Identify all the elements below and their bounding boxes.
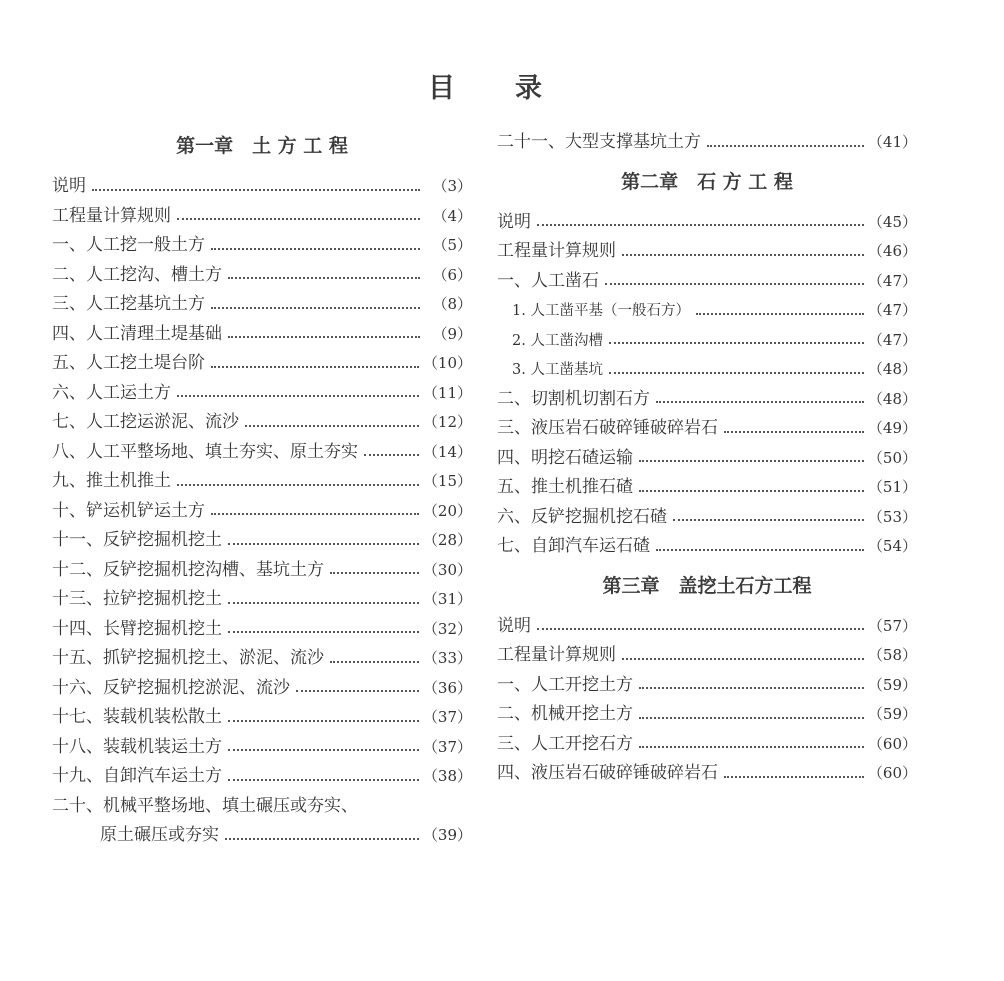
- dot-leader: [92, 189, 420, 191]
- dot-leader: [245, 425, 419, 427]
- toc-entry-page: （6）: [432, 265, 472, 284]
- dot-leader: [211, 513, 419, 515]
- dot-leader: [622, 658, 864, 660]
- chapter-1-entries-continued: [497, 128, 917, 158]
- toc-entry-page: （49）: [867, 419, 917, 437]
- toc-entry-label: 十四、长臂挖掘机挖土: [52, 618, 222, 639]
- toc-entry[interactable]: [52, 202, 472, 232]
- toc-entry-page: （36）: [422, 678, 472, 697]
- dot-leader: [228, 336, 420, 338]
- dot-leader: [228, 749, 419, 751]
- toc-entry[interactable]: [497, 730, 917, 760]
- dot-leader: [177, 484, 419, 486]
- toc-entry[interactable]: [497, 385, 917, 415]
- toc-entry-label: 二十一、大型支撑基坑土方: [497, 132, 701, 152]
- dot-leader: [177, 395, 419, 397]
- page-title: [0, 66, 970, 105]
- chapter-1-heading: 第一章 土 方 工 程: [176, 135, 348, 157]
- dot-leader: [639, 460, 864, 462]
- toc-entry[interactable]: [497, 128, 917, 158]
- toc-entry-page: （38）: [422, 767, 472, 785]
- toc-entry-page: （59）: [867, 675, 917, 694]
- toc-entry[interactable]: [52, 320, 472, 350]
- chapter-2-entries: [497, 208, 917, 562]
- toc-entry[interactable]: [52, 497, 472, 527]
- dot-leader: [228, 720, 419, 722]
- toc-entry-page: （46）: [867, 242, 917, 260]
- dot-leader: [639, 746, 864, 748]
- toc-entry-page: （20）: [422, 501, 472, 520]
- toc-entry-label: 一、人工凿石: [497, 270, 599, 291]
- toc-entry[interactable]: [497, 444, 917, 474]
- dot-leader: [673, 519, 864, 521]
- toc-entry-page: （58）: [867, 646, 917, 664]
- dot-leader: [656, 401, 864, 403]
- toc-entry-page: （30）: [422, 560, 472, 579]
- toc-entry-page: （8）: [432, 295, 472, 313]
- toc-entry-label: 七、人工挖运淤泥、流沙: [52, 412, 239, 432]
- toc-entry-label: 二、切割机切割石方: [497, 388, 650, 409]
- dot-leader: [296, 690, 419, 692]
- toc-entry[interactable]: [497, 641, 917, 671]
- toc-entry-page: （33）: [422, 649, 472, 667]
- toc-entry-label: 九、推土机推土: [52, 471, 171, 491]
- toc-entry-page: （28）: [422, 531, 472, 549]
- toc-entry[interactable]: [497, 267, 917, 297]
- toc-entry-label: 说明: [497, 615, 531, 636]
- toc-entry-page: （37）: [422, 737, 472, 756]
- toc-entry[interactable]: [52, 792, 472, 822]
- toc-entry[interactable]: [52, 703, 472, 733]
- dot-leader: [364, 454, 419, 456]
- toc-entry[interactable]: [52, 644, 472, 674]
- dot-leader: [228, 602, 419, 604]
- toc-entry[interactable]: [497, 473, 917, 503]
- toc-entry-label: 十六、反铲挖掘机挖淤泥、流沙: [52, 677, 290, 698]
- dot-leader: [330, 572, 419, 574]
- toc-entry-page: （53）: [867, 507, 917, 526]
- toc-entry-page: （15）: [422, 472, 472, 490]
- toc-entry-label: 四、人工清理土堤基础: [52, 323, 222, 344]
- toc-entry-label: 十三、拉铲挖掘机挖土: [52, 589, 222, 609]
- toc-entry-label: 十九、自卸汽车运土方: [52, 766, 222, 786]
- toc-entry-label: 三、人工挖基坑土方: [52, 294, 205, 314]
- toc-entry[interactable]: [52, 261, 472, 291]
- toc-subentry[interactable]: [497, 355, 917, 385]
- title-char-2: 录: [515, 73, 542, 104]
- toc-entry-page: （47）: [867, 271, 917, 290]
- toc-entry-page: （4）: [432, 206, 472, 225]
- toc-entry-label: 四、液压岩石破碎锤破碎岩石: [497, 763, 718, 783]
- toc-entry[interactable]: [497, 700, 917, 730]
- dot-leader: [177, 218, 420, 220]
- toc-entry-continuation[interactable]: [52, 821, 472, 851]
- toc-entry[interactable]: [497, 759, 917, 789]
- toc-entry-label: 三、液压岩石破碎锤破碎岩石: [497, 418, 718, 438]
- dot-leader: [724, 431, 864, 433]
- toc-entry-label: 一、人工开挖土方: [497, 674, 633, 695]
- dot-leader: [639, 717, 864, 719]
- toc-left-column: [52, 128, 472, 851]
- toc-entry-label: 原土碾压或夯实: [100, 825, 219, 845]
- toc-entry[interactable]: [52, 438, 472, 468]
- toc-entry-label: 说明: [497, 211, 531, 232]
- dot-leader: [228, 277, 420, 279]
- chapter-3-entries: [497, 612, 917, 789]
- toc-entry-page: （5）: [432, 236, 472, 254]
- toc-entry[interactable]: [52, 526, 472, 556]
- toc-entry[interactable]: [52, 762, 472, 792]
- toc-entry-page: （39）: [422, 826, 472, 844]
- toc-entry-label: 六、反铲挖掘机挖石碴: [497, 506, 667, 527]
- toc-entry[interactable]: [52, 674, 472, 704]
- toc-entry-label: 六、人工运土方: [52, 382, 171, 403]
- toc-entry-page: （9）: [432, 324, 472, 343]
- chapter-1-entries: [52, 172, 472, 851]
- toc-entry[interactable]: [52, 556, 472, 586]
- toc-entry-label: 3. 人工凿基坑: [512, 362, 603, 378]
- toc-entry-label: 十七、装载机装松散土: [52, 707, 222, 727]
- toc-entry[interactable]: [52, 733, 472, 763]
- toc-entry-page: （37）: [422, 708, 472, 726]
- toc-entry-page: （50）: [867, 448, 917, 467]
- toc-entry[interactable]: [497, 612, 917, 642]
- dot-leader: [656, 549, 864, 551]
- toc-entry-page: （41）: [867, 133, 917, 151]
- dot-leader: [622, 254, 864, 256]
- toc-entry[interactable]: [52, 349, 472, 379]
- toc-entry-label: 二、人工挖沟、槽土方: [52, 264, 222, 285]
- toc-entry-label: 2. 人工凿沟槽: [512, 332, 603, 349]
- toc-entry[interactable]: [52, 467, 472, 497]
- toc-right-column: [497, 128, 917, 789]
- toc-entry-page: （14）: [422, 442, 472, 461]
- toc-entry-label: 三、人工开挖石方: [497, 733, 633, 754]
- toc-entry-page: （60）: [867, 734, 917, 753]
- toc-entry-page: （60）: [867, 764, 917, 782]
- toc-entry-label: 工程量计算规则: [52, 205, 171, 226]
- dot-leader: [605, 283, 864, 285]
- toc-entry-label: 二、机械开挖土方: [497, 704, 633, 724]
- toc-entry-label: 十五、抓铲挖掘机挖土、淤泥、流沙: [52, 648, 324, 668]
- chapter-3-heading: 第三章 盖挖土石方工程: [602, 574, 812, 597]
- toc-entry-page: （31）: [422, 590, 472, 608]
- toc-entry-label: 十一、反铲挖掘机挖土: [52, 530, 222, 550]
- toc-subentry[interactable]: [497, 296, 917, 326]
- dot-leader: [228, 779, 419, 781]
- toc-subentry[interactable]: [497, 326, 917, 356]
- toc-entry-label: 五、人工挖土堤台阶: [52, 353, 205, 373]
- toc-entry-page: （32）: [422, 619, 472, 638]
- dot-leader: [211, 366, 419, 368]
- toc-entry[interactable]: [497, 532, 917, 562]
- toc-entry[interactable]: [52, 379, 472, 409]
- toc-entry[interactable]: [497, 671, 917, 701]
- toc-entry-page: （10）: [422, 354, 472, 372]
- toc-entry-label: 七、自卸汽车运石碴: [497, 536, 650, 556]
- toc-entry-label: 十二、反铲挖掘机挖沟槽、基坑土方: [52, 559, 324, 580]
- toc-entry[interactable]: [497, 237, 917, 267]
- toc-entry-label: 二十、机械平整场地、填土碾压或夯实、: [52, 795, 358, 816]
- chapter-2-heading: 第二章 石 方 工 程: [621, 170, 793, 193]
- toc-entry-page: （47）: [867, 301, 917, 319]
- toc-entry-page: （54）: [867, 537, 917, 555]
- toc-entry-page: （51）: [867, 478, 917, 496]
- toc-entry-label: 八、人工平整场地、填土夯实、原土夯实: [52, 441, 358, 462]
- toc-entry[interactable]: [52, 615, 472, 645]
- toc-entry-page: （3）: [432, 177, 472, 195]
- toc-entry-label: 工程量计算规则: [497, 645, 616, 665]
- toc-entry-page: （59）: [867, 705, 917, 723]
- toc-entry[interactable]: [52, 231, 472, 261]
- dot-leader: [228, 543, 419, 545]
- toc-entry[interactable]: [52, 172, 472, 202]
- toc-entry-label: 五、推土机推石碴: [497, 477, 633, 497]
- dot-leader: [537, 224, 864, 226]
- toc-entry-label: 十、铲运机铲运土方: [52, 500, 205, 521]
- dot-leader: [609, 342, 864, 344]
- toc-entry-label: 一、人工挖一般土方: [52, 235, 205, 255]
- toc-entry-label: 说明: [52, 176, 86, 196]
- dot-leader: [639, 687, 864, 689]
- dot-leader: [609, 372, 864, 374]
- title-char-1: 目: [428, 73, 455, 104]
- toc-entry-page: （47）: [867, 330, 917, 349]
- dot-leader: [211, 248, 420, 250]
- dot-leader: [228, 631, 419, 633]
- toc-entry[interactable]: [52, 408, 472, 438]
- toc-entry-label: 1. 人工凿平基（一般石方）: [512, 303, 690, 319]
- toc-entry-page: （12）: [422, 413, 472, 431]
- toc-entry-label: 四、明挖石碴运输: [497, 447, 633, 468]
- dot-leader: [724, 776, 864, 778]
- dot-leader: [330, 661, 419, 663]
- toc-entry-label: 十八、装载机装运土方: [52, 736, 222, 757]
- toc-entry[interactable]: [52, 290, 472, 320]
- toc-entry-page: （57）: [867, 616, 917, 635]
- toc-entry-page: （48）: [867, 360, 917, 378]
- toc-entry[interactable]: [52, 585, 472, 615]
- toc-entry-page: （11）: [422, 383, 472, 402]
- toc-entry-page: （48）: [867, 389, 917, 408]
- dot-leader: [639, 490, 864, 492]
- toc-entry-page: （45）: [867, 212, 917, 231]
- dot-leader: [537, 628, 864, 630]
- dot-leader: [225, 838, 419, 840]
- dot-leader: [211, 307, 420, 309]
- dot-leader: [696, 313, 864, 315]
- toc-entry[interactable]: [497, 208, 917, 238]
- toc-entry[interactable]: [497, 414, 917, 444]
- dot-leader: [707, 145, 864, 147]
- toc-entry-label: 工程量计算规则: [497, 241, 616, 261]
- toc-entry[interactable]: [497, 503, 917, 533]
